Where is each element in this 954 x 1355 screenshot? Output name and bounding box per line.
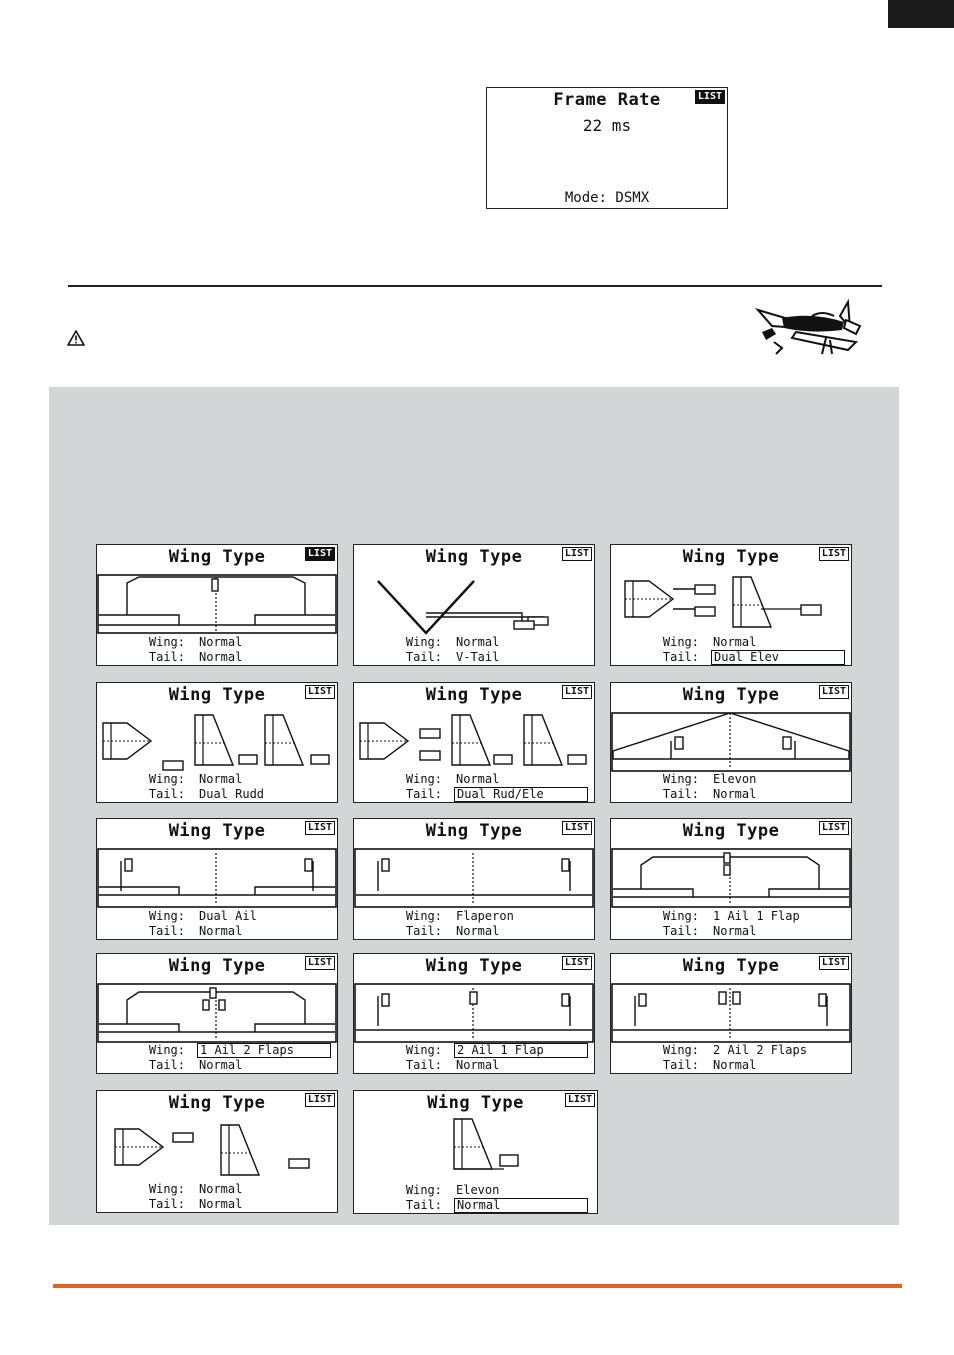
- list-badge: LIST: [819, 956, 849, 970]
- tail-value: Normal: [199, 1197, 243, 1211]
- wing-label: Wing:: [662, 1043, 699, 1057]
- list-badge: LIST: [565, 1093, 595, 1107]
- tail-label: Tail:: [662, 787, 699, 801]
- wing-label: Wing:: [405, 1183, 442, 1197]
- wing-label: Wing:: [662, 909, 699, 923]
- list-badge: LIST: [305, 956, 335, 970]
- wing-diagram: [97, 1117, 337, 1183]
- wing-type-title: Wing Type: [425, 956, 523, 976]
- wing-diagram: [97, 980, 337, 1046]
- list-badge: LIST: [562, 956, 592, 970]
- list-badge: LIST: [695, 90, 725, 104]
- tail-row: [354, 650, 594, 665]
- wing-type-title: Wing Type: [168, 685, 266, 705]
- wing-row: [354, 772, 594, 787]
- tail-row: [97, 1058, 337, 1073]
- wing-diagram: [97, 845, 337, 911]
- wing-label: Wing:: [148, 909, 185, 923]
- wing-value: 2 Ail 1 Flap: [454, 1043, 588, 1058]
- wing-type-screen: [353, 544, 595, 666]
- wing-type-title: Wing Type: [682, 956, 780, 976]
- wing-row: [611, 635, 851, 650]
- list-badge: LIST: [819, 685, 849, 699]
- tail-row: [354, 1058, 594, 1073]
- tail-label: Tail:: [662, 924, 699, 938]
- tail-value: Normal: [454, 1198, 588, 1213]
- tail-label: Tail:: [148, 1197, 185, 1211]
- wing-diagram: [97, 571, 337, 637]
- wing-type-screen: [96, 953, 338, 1074]
- wing-label: Wing:: [405, 1043, 442, 1057]
- wing-value: Elevon: [456, 1183, 500, 1197]
- tail-row: [354, 787, 594, 802]
- wing-label: Wing:: [405, 909, 442, 923]
- list-badge: LIST: [305, 1093, 335, 1107]
- wing-type-screen: [96, 818, 338, 940]
- wing-row: [354, 1183, 594, 1198]
- list-badge: LIST: [562, 821, 592, 835]
- wing-type-screen: [96, 1090, 338, 1213]
- list-badge: LIST: [562, 547, 592, 561]
- airplane-icon: [752, 298, 862, 360]
- wing-value: Normal: [713, 635, 757, 649]
- tail-row: [97, 924, 337, 939]
- wing-diagram: [354, 1117, 594, 1183]
- tail-label: Tail:: [405, 924, 442, 938]
- tail-value: Normal: [199, 1058, 243, 1072]
- tail-row: [611, 650, 851, 665]
- wing-label: Wing:: [148, 1043, 185, 1057]
- wing-type-title: Wing Type: [682, 547, 780, 567]
- wing-row: [611, 772, 851, 787]
- tail-row: [611, 787, 851, 802]
- tail-value: Normal: [713, 924, 757, 938]
- wing-type-screen: [353, 682, 595, 803]
- wing-type-screen: [610, 682, 852, 803]
- tail-label: Tail:: [662, 1058, 699, 1072]
- wing-value: Elevon: [713, 772, 757, 786]
- tail-label: Tail:: [148, 1058, 185, 1072]
- wing-type-screen: [96, 544, 338, 666]
- list-badge: LIST: [819, 547, 849, 561]
- wing-label: Wing:: [405, 635, 442, 649]
- section-divider: [68, 285, 882, 287]
- wing-value: Dual Ail: [199, 909, 257, 923]
- warning-icon: [67, 330, 85, 346]
- wing-type-title: Wing Type: [168, 547, 266, 567]
- list-badge: LIST: [305, 685, 335, 699]
- tail-label: Tail:: [405, 1058, 442, 1072]
- frame-rate-mode: Mode: DSMX: [564, 190, 650, 206]
- wing-value: 1 Ail 2 Flaps: [197, 1043, 331, 1058]
- wing-type-title: Wing Type: [425, 821, 523, 841]
- wing-label: Wing:: [662, 772, 699, 786]
- wing-diagram: [611, 571, 851, 637]
- page-corner-tab: [888, 0, 954, 28]
- wing-diagram: [354, 980, 594, 1046]
- wing-type-screen: [353, 1090, 598, 1214]
- tail-label: Tail:: [148, 787, 185, 801]
- tail-value: Normal: [713, 787, 757, 801]
- tail-row: [611, 924, 851, 939]
- wing-diagram: [611, 845, 851, 911]
- list-badge: LIST: [305, 547, 335, 561]
- tail-row: [354, 1198, 594, 1213]
- wing-value: 1 Ail 1 Flap: [713, 909, 800, 923]
- wing-label: Wing:: [148, 1182, 185, 1196]
- tail-label: Tail:: [405, 650, 442, 664]
- tail-value: Normal: [713, 1058, 757, 1072]
- wing-diagram: [611, 980, 851, 1046]
- wing-type-screen: [96, 682, 338, 803]
- wing-type-screen: [610, 953, 852, 1074]
- tail-value: Normal: [199, 650, 243, 664]
- wing-value: Normal: [456, 772, 500, 786]
- wing-label: Wing:: [405, 772, 442, 786]
- frame-rate-title: Frame Rate: [553, 90, 661, 110]
- tail-value: Normal: [456, 1058, 500, 1072]
- wing-label: Wing:: [148, 772, 185, 786]
- wing-diagram: [354, 571, 594, 637]
- wing-row: [354, 909, 594, 924]
- tail-value: V-Tail: [456, 650, 500, 664]
- tail-value: Dual Rudd: [199, 787, 265, 801]
- tail-row: [611, 1058, 851, 1073]
- wing-diagram: [611, 709, 851, 775]
- wing-value: 2 Ail 2 Flaps: [713, 1043, 807, 1057]
- tail-label: Tail:: [405, 787, 442, 801]
- wing-value: Normal: [199, 1182, 243, 1196]
- tail-label: Tail:: [405, 1198, 442, 1212]
- wing-row: [611, 1043, 851, 1058]
- wing-type-screen: [353, 818, 595, 940]
- tail-label: Tail:: [662, 650, 699, 664]
- wing-type-title: Wing Type: [682, 685, 780, 705]
- tail-row: [97, 1197, 337, 1212]
- tail-row: [354, 924, 594, 939]
- list-badge: LIST: [819, 821, 849, 835]
- wing-diagram: [354, 709, 594, 775]
- tail-value: Dual Elev: [711, 650, 845, 665]
- wing-row: [97, 635, 337, 650]
- wing-label: Wing:: [662, 635, 699, 649]
- wing-type-title: Wing Type: [168, 821, 266, 841]
- wing-row: [97, 1182, 337, 1197]
- tail-row: [97, 650, 337, 665]
- wing-type-screen: [353, 953, 595, 1074]
- wing-type-title: Wing Type: [682, 821, 780, 841]
- wing-value: Flaperon: [456, 909, 514, 923]
- tail-value: Normal: [456, 924, 500, 938]
- wing-row: [354, 635, 594, 650]
- wing-row: [97, 1043, 337, 1058]
- list-badge: LIST: [562, 685, 592, 699]
- wing-row: [354, 1043, 594, 1058]
- wing-type-screen: [610, 818, 852, 940]
- wing-diagram: [97, 709, 337, 775]
- wing-label: Wing:: [148, 635, 185, 649]
- wing-type-screen: [610, 544, 852, 666]
- wing-type-title: Wing Type: [425, 685, 523, 705]
- wing-type-title: Wing Type: [425, 547, 523, 567]
- tail-label: Tail:: [148, 924, 185, 938]
- wing-row: [611, 909, 851, 924]
- wing-value: Normal: [199, 772, 243, 786]
- footer-rule: [53, 1284, 902, 1288]
- wing-type-title: Wing Type: [168, 1093, 266, 1113]
- wing-value: Normal: [456, 635, 500, 649]
- wing-row: [97, 909, 337, 924]
- wing-value: Normal: [199, 635, 243, 649]
- wing-type-title: Wing Type: [168, 956, 266, 976]
- tail-row: [97, 787, 337, 802]
- list-badge: LIST: [305, 821, 335, 835]
- wing-diagram: [354, 845, 594, 911]
- tail-value: Dual Rud/Ele: [454, 787, 588, 802]
- wing-type-title: Wing Type: [427, 1093, 524, 1113]
- wing-row: [97, 772, 337, 787]
- frame-rate-value: 22 ms: [582, 116, 632, 135]
- frame-rate-screen: [486, 87, 728, 209]
- tail-value: Normal: [199, 924, 243, 938]
- tail-label: Tail:: [148, 650, 185, 664]
